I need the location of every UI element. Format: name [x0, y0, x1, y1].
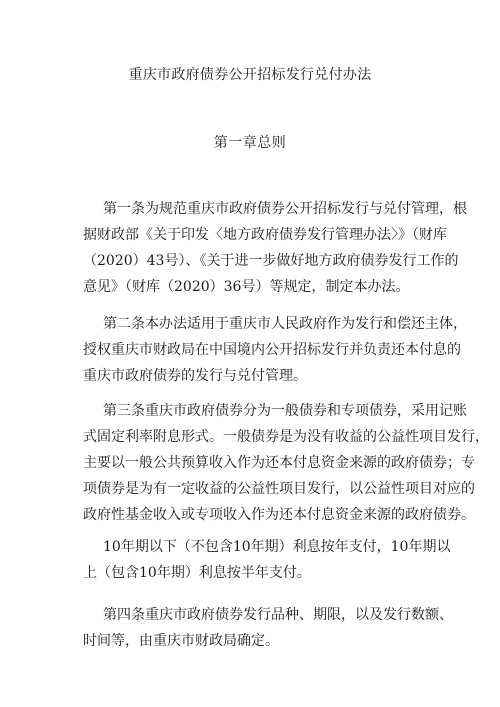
paragraph-line: 第二条本办法适用于重庆市人民政府作为发行和偿还主体，	[103, 316, 467, 332]
paragraph-line: 主要以一般公共预算收入作为还本付息资金来源的政府债券；专	[83, 455, 475, 471]
paragraph-line: 10年期以下（不包含10年期）利息按年支付，10年期以	[103, 539, 451, 555]
paragraph-line: 上（包含10年期）利息按半年支付。	[83, 565, 311, 581]
paragraph-line: 授权重庆市财政局在中国境内公开招标发行并负责还本付息的	[83, 342, 461, 358]
paragraph-line: 第三条重庆市政府债券分为一般债券和专项债券，采用记账	[103, 403, 467, 419]
article-3-paragraph	[83, 398, 489, 528]
paragraph-line: 时间等，由重庆市财政局确定。	[83, 633, 279, 649]
paragraph-line: 意见》（财库（2020）36号）等规定，制定本办法。	[83, 279, 410, 295]
paragraph-line: （2020）43号）、《关于进一步做好地方政府债券发行工作的	[83, 253, 459, 269]
article-4-paragraph	[83, 602, 453, 654]
paragraph-line: 第四条重庆市政府债券发行品种、期限，以及发行数额、	[103, 607, 453, 623]
paragraph-line: 政府性基金收入或专项收入作为还本付息资金来源的政府债券。	[83, 507, 475, 523]
article-2-paragraph	[83, 311, 467, 389]
document-title: 重庆市政府债券公开招标发行兑付办法	[128, 67, 372, 83]
chapter-heading: 第一章总则	[213, 135, 287, 151]
paragraph-line: 据财政部《关于印发〈地方政府债券发行管理办法〉》（财库	[83, 227, 447, 243]
paragraph-line: 式固定利率附息形式。一般债券是为没有收益的公益性项目发行，	[83, 429, 489, 445]
paragraph-line: 第一条为规范重庆市政府债券公开招标发行与兑付管理，根	[103, 201, 467, 217]
article-1-paragraph	[83, 196, 467, 300]
interest-payment-paragraph	[83, 534, 451, 586]
paragraph-line: 项债券是为有一定收益的公益性项目发行，以公益性项目对应的	[83, 481, 475, 497]
paragraph-line: 重庆市政府债券的发行与兑付管理。	[83, 368, 307, 384]
